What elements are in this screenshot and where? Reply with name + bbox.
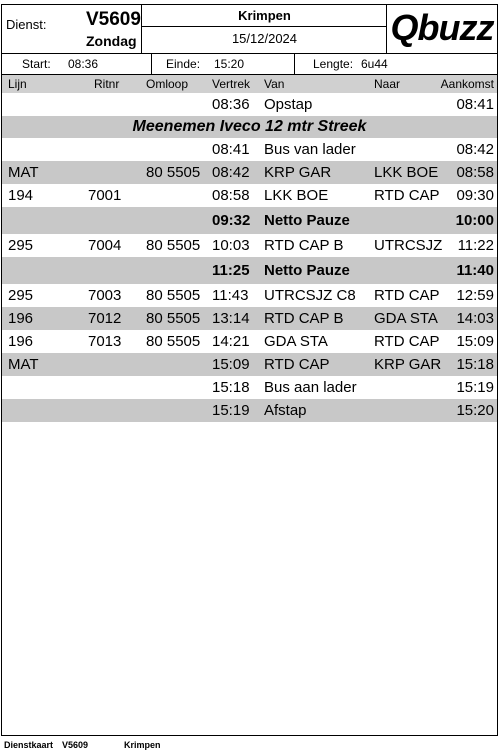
cell-lijn: 194: [8, 187, 34, 204]
end-cell: [152, 54, 295, 75]
page-footer: [4, 740, 494, 754]
table-row: [2, 330, 497, 353]
table-row: [2, 353, 497, 376]
cell-van: GDA STA: [264, 333, 328, 350]
col-van: Van: [264, 77, 285, 91]
cell-naar: KRP GAR: [374, 356, 442, 373]
cell-lijn: MAT: [8, 356, 39, 373]
cell-aankomst: 15:18: [456, 356, 494, 373]
cell-ritnr: 7013: [88, 333, 122, 350]
cell-omloop: 80 5505: [146, 164, 201, 181]
cell-naar: LKK BOE: [374, 164, 439, 181]
table-row: [2, 184, 497, 207]
cell-vertrek: 15:19: [212, 402, 250, 419]
cell-van: Netto Pauze: [264, 212, 350, 229]
cell-aankomst: 08:58: [456, 164, 494, 181]
cell-naar: UTRCSJZ: [374, 237, 443, 254]
cell-vertrek: 13:14: [212, 310, 250, 327]
cell-van: LKK BOE: [264, 187, 329, 204]
cell-naar: RTD CAP: [374, 333, 440, 350]
cell-naar: GDA STA: [374, 310, 438, 327]
table-row: [2, 284, 497, 307]
cell-aankomst: 14:03: [456, 310, 494, 327]
col-aankomst: Aankomst: [440, 77, 494, 91]
length-label: Lengte:: [313, 57, 354, 71]
cell-lijn: 196: [8, 333, 34, 350]
cell-van: UTRCSJZ C8: [264, 287, 356, 304]
footer-label: Dienstkaart: [4, 740, 54, 750]
table-row: [2, 376, 497, 399]
cell-aankomst: 09:30: [456, 187, 494, 204]
table-row: [2, 234, 497, 257]
cell-aankomst: 11:22: [457, 237, 494, 254]
table-row: [2, 307, 497, 330]
cell-naar: RTD CAP: [374, 287, 440, 304]
schedule-table: [2, 93, 497, 422]
cell-vertrek: 11:43: [212, 287, 249, 304]
pause-row: [2, 207, 497, 234]
service-card: [1, 4, 498, 736]
vehicle-title: Meenemen Iveco 12 mtr Streek: [132, 118, 367, 135]
cell-vertrek: 09:32: [212, 212, 251, 229]
cell-van: Netto Pauze: [264, 262, 350, 279]
cell-van: Opstap: [264, 96, 313, 113]
cell-van: Bus van lader: [264, 141, 356, 158]
table-row: [2, 161, 497, 184]
cell-ritnr: 7012: [88, 310, 122, 327]
location-date-cell: [142, 5, 387, 53]
start-cell: [2, 54, 152, 75]
dienst-number: V5609: [86, 9, 141, 30]
cell-aankomst: 08:41: [456, 96, 494, 113]
col-ritnr: Ritnr: [94, 77, 120, 91]
cell-omloop: 80 5505: [146, 287, 201, 304]
cell-vertrek: 14:21: [212, 333, 250, 350]
dienst-label: Dienst:: [6, 17, 47, 32]
cell-lijn: MAT: [8, 164, 39, 181]
cell-aankomst: 10:00: [455, 212, 494, 229]
footer-dienst: V5609: [62, 740, 89, 750]
length-value: 6u44: [361, 57, 388, 71]
cell-ritnr: 7001: [88, 187, 122, 204]
col-omloop: Omloop: [146, 77, 189, 91]
cell-aankomst: 15:19: [456, 379, 494, 396]
qbuzz-logo: Qbuzz: [390, 7, 494, 48]
cell-vertrek: 08:58: [212, 187, 250, 204]
cell-ritnr: 7004: [88, 237, 122, 254]
start-time: 08:36: [68, 57, 99, 71]
cell-vertrek: 15:09: [212, 356, 250, 373]
card-header: [2, 5, 497, 53]
end-time: 15:20: [214, 57, 245, 71]
logo-cell: [387, 5, 497, 53]
cell-omloop: 80 5505: [146, 310, 201, 327]
table-row: [2, 93, 497, 116]
col-vertrek: Vertrek: [212, 77, 251, 91]
cell-vertrek: 08:41: [212, 141, 250, 158]
cell-van: RTD CAP: [264, 356, 330, 373]
summary-row: [2, 53, 497, 75]
cell-vertrek: 08:42: [212, 164, 250, 181]
cell-aankomst: 08:42: [456, 141, 494, 158]
cell-lijn: 295: [8, 237, 34, 254]
pause-row: [2, 257, 497, 284]
cell-aankomst: 15:20: [456, 402, 494, 419]
column-header: [2, 75, 497, 93]
cell-van: RTD CAP B: [264, 310, 344, 327]
col-lijn: Lijn: [8, 77, 27, 91]
cell-vertrek: 10:03: [212, 237, 250, 254]
cell-van: KRP GAR: [264, 164, 332, 181]
start-label: Start:: [22, 57, 51, 71]
cell-vertrek: 11:25: [212, 262, 250, 279]
cell-aankomst: 15:09: [456, 333, 494, 350]
cell-van: Afstap: [264, 402, 307, 419]
cell-aankomst: 11:40: [456, 262, 494, 279]
location: Krimpen: [142, 7, 387, 27]
dienst-cell: [2, 5, 142, 53]
table-row: [2, 399, 497, 422]
cell-lijn: 196: [8, 310, 34, 327]
cell-ritnr: 7003: [88, 287, 122, 304]
footer-location: Krimpen: [124, 740, 161, 750]
cell-omloop: 80 5505: [146, 237, 201, 254]
cell-vertrek: 08:36: [212, 96, 250, 113]
table-row: [2, 138, 497, 161]
end-label: Einde:: [166, 57, 201, 71]
cell-omloop: 80 5505: [146, 333, 201, 350]
service-date: 15/12/2024: [231, 31, 298, 46]
col-naar: Naar: [374, 77, 401, 91]
cell-vertrek: 15:18: [212, 379, 250, 396]
cell-van: Bus aan lader: [264, 379, 357, 396]
vehicle-title-row: [2, 116, 497, 138]
cell-aankomst: 12:59: [456, 287, 494, 304]
length-cell: [295, 54, 497, 75]
cell-van: RTD CAP B: [264, 237, 344, 254]
cell-lijn: 295: [8, 287, 34, 304]
day-name: Zondag: [86, 33, 137, 49]
cell-naar: RTD CAP: [374, 187, 440, 204]
